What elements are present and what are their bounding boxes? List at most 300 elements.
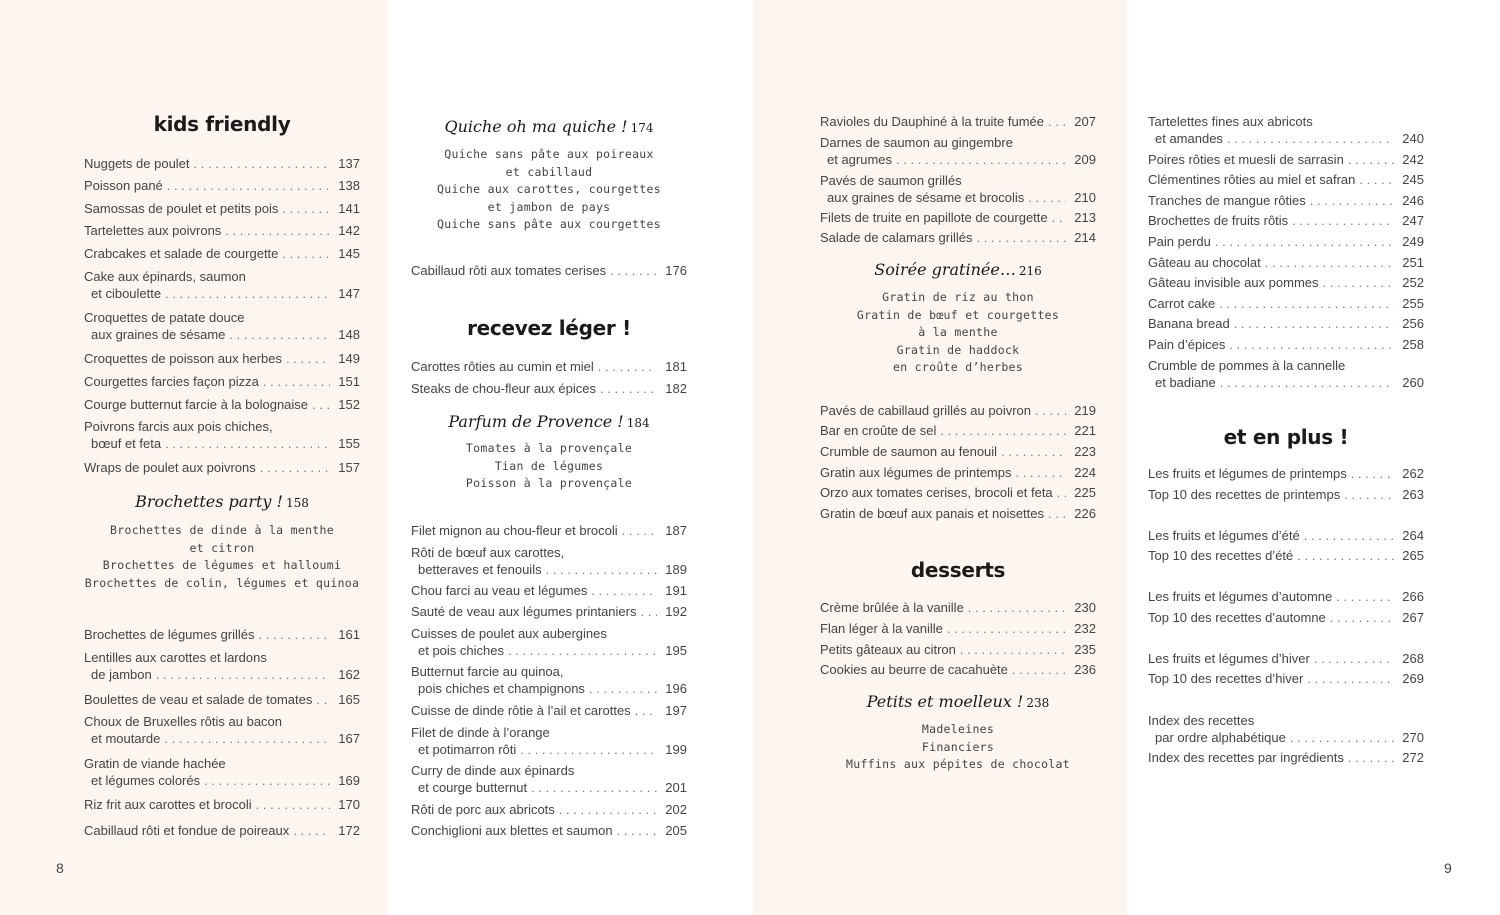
toc-entry[interactable]: [411, 358, 687, 375]
toc-entry-page-number: 148: [338, 327, 360, 342]
toc-entry[interactable]: [820, 402, 1096, 419]
toc-entry-page-number: 142: [338, 223, 360, 238]
toc-entry-title-line: Lentilles aux carottes et lardons: [84, 650, 267, 665]
toc-entry-page-number: 137: [338, 156, 360, 171]
dot-leader: [617, 822, 657, 839]
feature-page-number: 184: [626, 416, 650, 430]
toc-entry[interactable]: [1148, 295, 1424, 312]
toc-entry-title: Filet mignon au chou-fleur et brocoli: [411, 523, 618, 538]
toc-entry[interactable]: [820, 484, 1096, 501]
toc-entry-title-line: Croquettes de patate douce: [84, 310, 245, 325]
toc-entry[interactable]: [820, 599, 1096, 616]
toc-entry[interactable]: [1148, 670, 1424, 687]
toc-entry-title: Crème brûlée à la vanille: [820, 600, 964, 615]
toc-entry-title: Courge butternut farcie à la bolognaise: [84, 397, 309, 412]
feature-recipe-list: [411, 440, 687, 493]
toc-entry-title: Les fruits et légumes de printemps: [1148, 466, 1347, 481]
dot-leader: [896, 151, 1066, 168]
dot-leader: [1057, 484, 1066, 501]
toc-entry[interactable]: [84, 626, 360, 643]
feature-page-number: 216: [1018, 264, 1042, 278]
toc-entry-page-number: 152: [338, 397, 360, 412]
toc-entry-page-number: 265: [1402, 548, 1424, 563]
toc-entry-page-number: 213: [1074, 210, 1096, 225]
dot-leader: [229, 326, 330, 343]
toc-entry-page-number: 235: [1074, 642, 1096, 657]
toc-entry[interactable]: [820, 422, 1096, 439]
toc-entry-title: Top 10 des recettes d’été: [1148, 548, 1294, 563]
toc-entry-page-number: 162: [338, 667, 360, 682]
toc-entry-page-number: 223: [1074, 444, 1096, 459]
dot-leader: [1323, 274, 1394, 291]
toc-entry[interactable]: [84, 268, 360, 302]
toc-entry-title: Les fruits et légumes d’été: [1148, 528, 1300, 543]
dot-leader: [1330, 609, 1394, 626]
toc-entry-title-line: Poivrons farcis aux pois chiches,: [84, 419, 273, 434]
toc-entry-title: Boulettes de veau et salade de tomates: [84, 692, 313, 707]
toc-entry-page-number: 170: [338, 797, 360, 812]
toc-entry-page-number: 242: [1402, 152, 1424, 167]
feature-title: Parfum de Provence !: [448, 412, 624, 431]
feature-subheading: [84, 492, 360, 511]
dot-leader: [531, 779, 657, 796]
dot-leader: [1314, 650, 1394, 667]
toc-entry-title-line: Pavés de saumon grillés: [820, 173, 962, 188]
dot-leader: [260, 459, 330, 476]
toc-entry-title: Poisson pané: [84, 178, 163, 193]
dot-leader: [312, 396, 330, 413]
toc-entry-title: Wraps de poulet aux poivrons: [84, 460, 256, 475]
toc-entry[interactable]: [411, 522, 687, 539]
toc-entry-title: bœuf et feta: [91, 436, 162, 451]
dot-leader: [1234, 315, 1394, 332]
dot-leader: [622, 522, 657, 539]
toc-entry[interactable]: [84, 373, 360, 390]
toc-entry-title: Gâteau au chocolat: [1148, 255, 1261, 270]
toc-entry-title: Les fruits et légumes d’hiver: [1148, 651, 1310, 666]
feature-page-number: 158: [285, 496, 309, 510]
toc-entry[interactable]: [1148, 233, 1424, 250]
dot-leader: [640, 603, 657, 620]
feature-recipe-list: [820, 289, 1096, 377]
toc-entry-page-number: 167: [338, 731, 360, 746]
toc-entry-title-line: Rôti de bœuf aux carottes,: [411, 545, 565, 560]
toc-entry-title: Les fruits et légumes d’automne: [1148, 589, 1333, 604]
toc-entry-page-number: 258: [1402, 337, 1424, 352]
toc-entry-title: Bar en croûte de sel: [820, 423, 937, 438]
toc-entry-page-number: 147: [338, 286, 360, 301]
toc-entry-title: et pois chiches: [418, 643, 504, 658]
toc-entry-title: et badiane: [1155, 375, 1216, 390]
toc-entry-title-line: Cuisses de poulet aux aubergines: [411, 626, 607, 641]
toc-entry-page-number: 165: [338, 692, 360, 707]
toc-entry-page-number: 219: [1074, 403, 1096, 418]
toc-entry-page-number: 138: [338, 178, 360, 193]
toc-entry[interactable]: [84, 177, 360, 194]
dot-leader: [1359, 171, 1394, 188]
dot-leader: [286, 350, 330, 367]
toc-entry-page-number: 240: [1402, 131, 1424, 146]
toc-entry[interactable]: [411, 822, 687, 839]
toc-entry[interactable]: [84, 691, 360, 708]
toc-entry-page-number: 256: [1402, 316, 1424, 331]
toc-entry-title: Crumble de saumon au fenouil: [820, 444, 998, 459]
dot-leader: [1227, 130, 1394, 147]
toc-entry[interactable]: [84, 822, 360, 839]
dot-leader: [1001, 443, 1066, 460]
toc-entry-page-number: 246: [1402, 193, 1424, 208]
toc-entry-page-number: 270: [1402, 730, 1424, 745]
feature-recipe-line: et citron: [189, 540, 255, 555]
toc-entry-page-number: 245: [1402, 172, 1424, 187]
toc-entry[interactable]: [820, 229, 1096, 246]
dot-leader: [1336, 588, 1394, 605]
toc-entry-title-line: Filet de dinde à l’orange: [411, 725, 550, 740]
toc-entry[interactable]: [84, 459, 360, 476]
feature-recipe-line: Quiche sans pâte aux poireaux: [444, 147, 654, 161]
toc-entry-title: Pain d’épices: [1148, 337, 1226, 352]
feature-recipe-line: en croûte d’herbes: [892, 360, 1024, 374]
toc-entry-title: Cuisse de dinde rôtie à l’ail et carottes: [411, 703, 631, 718]
dot-leader: [1292, 212, 1394, 229]
dot-leader: [546, 561, 657, 578]
feature-recipe-line: Quiche aux carottes, courgettes: [437, 182, 661, 196]
toc-entry[interactable]: [1148, 254, 1424, 271]
feature-title: Brochettes party !: [135, 492, 283, 511]
toc-entry-title: et amandes: [1155, 131, 1223, 146]
dot-leader: [1052, 209, 1066, 226]
toc-entry[interactable]: [1148, 274, 1424, 291]
dot-leader: [167, 177, 330, 194]
toc-entry[interactable]: [820, 113, 1096, 130]
toc-entry[interactable]: [411, 582, 687, 599]
toc-entry-page-number: 267: [1402, 610, 1424, 625]
toc-entry-title: Nuggets de poulet: [84, 156, 190, 171]
toc-entry-title: et ciboulette: [91, 286, 162, 301]
dot-leader: [1048, 505, 1066, 522]
feature-recipe-line: Financiers: [921, 739, 995, 754]
page-number-right: 9: [1444, 860, 1452, 876]
toc-entry-title: et courge butternut: [418, 780, 528, 795]
toc-entry-page-number: 232: [1074, 621, 1096, 636]
dot-leader: [1215, 233, 1394, 250]
toc-entry-page-number: 182: [665, 381, 687, 396]
toc-entry-title: Carottes rôties au cumin et miel: [411, 359, 594, 374]
toc-entry-page-number: 199: [665, 742, 687, 757]
toc-entry[interactable]: [1148, 113, 1424, 147]
toc-entry-title: Riz frit aux carottes et brocoli: [84, 797, 252, 812]
toc-entry-title: Pain perdu: [1148, 234, 1211, 249]
toc-entry[interactable]: [820, 443, 1096, 460]
feature-recipe-list: [84, 522, 360, 592]
toc-entry-title: Ravioles du Dauphiné à la truite fumée: [820, 114, 1045, 129]
feature-recipe-line: à la menthe: [918, 325, 998, 339]
feature-title: Petits et moelleux !: [866, 692, 1024, 711]
toc-entry-page-number: 207: [1074, 114, 1096, 129]
toc-entry[interactable]: [820, 620, 1096, 637]
toc-entry-page-number: 205: [665, 823, 687, 838]
toc-entry[interactable]: [1148, 171, 1424, 188]
toc-entry[interactable]: [820, 661, 1096, 678]
dot-leader: [259, 626, 330, 643]
toc-entry[interactable]: [1148, 486, 1424, 503]
toc-entry-page-number: 255: [1402, 296, 1424, 311]
toc-entry[interactable]: [820, 172, 1096, 206]
toc-entry-page-number: 251: [1402, 255, 1424, 270]
toc-entry[interactable]: [1148, 547, 1424, 564]
dot-leader: [947, 620, 1066, 637]
toc-entry[interactable]: [84, 755, 360, 789]
toc-entry-title: Courgettes farcies façon pizza: [84, 374, 259, 389]
toc-entry[interactable]: [411, 544, 687, 578]
toc-entry-title-line: Choux de Bruxelles rôtis au bacon: [84, 714, 283, 729]
toc-entry-page-number: 161: [338, 627, 360, 642]
feature-recipe-line: Brochettes de colin, légumes et quinoa: [84, 575, 360, 590]
toc-entry-page-number: 210: [1074, 190, 1096, 205]
feature-recipe-list: [411, 146, 687, 234]
toc-entry-title: Gâteau invisible aux pommes: [1148, 275, 1319, 290]
feature-recipe-line: Tian de légumes: [494, 458, 604, 473]
dot-leader: [1028, 189, 1066, 206]
toc-entry[interactable]: [84, 396, 360, 413]
toc-entry-page-number: 181: [665, 359, 687, 374]
toc-entry-title: Brochettes de légumes grillés: [84, 627, 255, 642]
toc-entry[interactable]: [84, 309, 360, 343]
feature-recipe-list: [820, 721, 1096, 774]
feature-recipe-line: Quiche sans pâte aux courgettes: [437, 217, 661, 231]
toc-entry[interactable]: [84, 222, 360, 239]
feature-recipe-line: Gratin de haddock: [896, 342, 1020, 357]
toc-entry[interactable]: [820, 641, 1096, 658]
toc-entry[interactable]: [1148, 192, 1424, 209]
toc-entry-title-line: Tartelettes fines aux abricots: [1148, 114, 1313, 129]
feature-page-number: 174: [630, 121, 654, 135]
dot-leader: [1297, 547, 1394, 564]
toc-entry-title: Sauté de veau aux légumes printaniers: [411, 604, 637, 619]
dot-leader: [225, 222, 330, 239]
toc-entry-page-number: 264: [1402, 528, 1424, 543]
feature-recipe-line: Poisson à la provençale: [465, 476, 633, 490]
toc-entry[interactable]: [1148, 650, 1424, 667]
toc-entry[interactable]: [411, 625, 687, 659]
section-heading: et en plus !: [1223, 425, 1349, 449]
toc-entry[interactable]: [411, 262, 687, 279]
toc-entry[interactable]: [84, 200, 360, 217]
toc-entry-title: Croquettes de poisson aux herbes: [84, 351, 283, 366]
dot-leader: [316, 691, 330, 708]
toc-entry-page-number: 141: [338, 201, 360, 216]
toc-entry[interactable]: [1148, 588, 1424, 605]
section-heading: kids friendly: [153, 112, 291, 136]
toc-entry-title: pois chiches et champignons: [418, 681, 585, 696]
feature-title: Quiche oh ma quiche !: [444, 117, 628, 136]
toc-entry-title: Conchiglioni aux blettes et saumon: [411, 823, 613, 838]
toc-entry-title: Samossas de poulet et petits pois: [84, 201, 279, 216]
dot-leader: [1035, 402, 1066, 419]
dot-leader: [610, 262, 657, 279]
toc-entry[interactable]: [84, 245, 360, 262]
toc-entry[interactable]: [411, 603, 687, 620]
dot-leader: [293, 822, 330, 839]
toc-entry[interactable]: [1148, 749, 1424, 766]
toc-entry-title: Petits gâteaux au citron: [820, 642, 956, 657]
toc-entry-page-number: 201: [665, 780, 687, 795]
feature-recipe-line: Madeleines: [921, 722, 995, 736]
feature-title: Soirée gratinée…: [874, 260, 1016, 279]
toc-entry-page-number: 155: [338, 436, 360, 451]
toc-entry-title: et légumes colorés: [91, 773, 201, 788]
dot-leader: [282, 200, 330, 217]
toc-entry-page-number: 260: [1402, 375, 1424, 390]
toc-entry[interactable]: [1148, 527, 1424, 544]
toc-entry[interactable]: [1148, 712, 1424, 746]
dot-leader: [1265, 254, 1394, 271]
dot-leader: [508, 642, 657, 659]
dot-leader: [204, 772, 330, 789]
toc-entry-page-number: 272: [1402, 750, 1424, 765]
toc-entry-page-number: 172: [338, 823, 360, 838]
toc-entry[interactable]: [411, 801, 687, 818]
toc-entry[interactable]: [1148, 336, 1424, 353]
toc-entry-title: Top 10 des recettes d’hiver: [1148, 671, 1304, 686]
toc-entry[interactable]: [411, 380, 687, 397]
toc-entry[interactable]: [1148, 357, 1424, 391]
toc-entry-title: Clémentines rôties au miel et safran: [1148, 172, 1356, 187]
dot-leader: [968, 599, 1066, 616]
toc-entry[interactable]: [84, 418, 360, 452]
dot-leader: [1348, 749, 1394, 766]
toc-entry-title: Top 10 des recettes de printemps: [1148, 487, 1341, 502]
toc-entry-title-line: Darnes de saumon au gingembre: [820, 135, 1013, 150]
dot-leader: [520, 741, 657, 758]
toc-entry-title: et agrumes: [827, 152, 893, 167]
toc-entry-title: et moutarde: [91, 731, 161, 746]
toc-entry-page-number: 157: [338, 460, 360, 475]
dot-leader: [165, 285, 330, 302]
feature-recipe-line: Gratin de bœuf et courgettes: [856, 307, 1060, 322]
toc-entry-title: Banana bread: [1148, 316, 1230, 331]
toc-entry-title: Poires rôties et muesli de sarrasin: [1148, 152, 1344, 167]
dot-leader: [194, 155, 330, 172]
toc-entry[interactable]: [411, 663, 687, 697]
toc-entry-title: Flan léger à la vanille: [820, 621, 943, 636]
toc-entry-page-number: 268: [1402, 651, 1424, 666]
toc-entry-page-number: 262: [1402, 466, 1424, 481]
toc-entry[interactable]: [1148, 212, 1424, 229]
toc-entry-title-line: Crumble de pommes à la cannelle: [1148, 358, 1346, 373]
toc-entry-title: aux graines de sésame et brocolis: [827, 190, 1025, 205]
dot-leader: [1015, 464, 1066, 481]
toc-entry-page-number: 214: [1074, 230, 1096, 245]
dot-leader: [1219, 295, 1394, 312]
dot-leader: [1012, 661, 1066, 678]
toc-entry-page-number: 224: [1074, 465, 1096, 480]
toc-entry-page-number: 230: [1074, 600, 1096, 615]
toc-entry[interactable]: [820, 134, 1096, 168]
toc-entry[interactable]: [820, 464, 1096, 481]
toc-entry[interactable]: [1148, 151, 1424, 168]
dot-leader: [976, 229, 1066, 246]
dot-leader: [559, 801, 657, 818]
toc-entry-title-line: Index des recettes: [1148, 713, 1255, 728]
toc-entry-title: Cookies au beurre de cacahuète: [820, 662, 1008, 677]
toc-entry[interactable]: [84, 796, 360, 813]
toc-entry-page-number: 247: [1402, 213, 1424, 228]
toc-entry-page-number: 196: [665, 681, 687, 696]
toc-entry-title: Rôti de porc aux abricots: [411, 802, 555, 817]
dot-leader: [591, 582, 657, 599]
toc-entry[interactable]: [84, 155, 360, 172]
toc-entry-title: Tranches de mangue rôties: [1148, 193, 1306, 208]
section-heading: desserts: [910, 558, 1006, 582]
toc-entry-page-number: 269: [1402, 671, 1424, 686]
toc-entry[interactable]: [1148, 609, 1424, 626]
dot-leader: [256, 796, 330, 813]
feature-recipe-line: Gratin de riz au thon: [882, 290, 1034, 304]
toc-entry-page-number: 176: [665, 263, 687, 278]
toc-entry-page-number: 169: [338, 773, 360, 788]
feature-subheading: [820, 692, 1096, 711]
toc-entry-title: par ordre alphabétique: [1155, 730, 1286, 745]
section-heading: recevez léger !: [467, 316, 631, 340]
toc-entry[interactable]: [84, 350, 360, 367]
toc-entry[interactable]: [411, 702, 687, 719]
toc-entry-title: Top 10 des recettes d’automne: [1148, 610, 1326, 625]
dot-leader: [1348, 151, 1394, 168]
dot-leader: [165, 435, 330, 452]
toc-entry-page-number: 187: [665, 523, 687, 538]
feature-recipe-line: Muffins aux pépites de chocolat: [846, 757, 1070, 771]
feature-subheading: [820, 260, 1096, 279]
toc-entry[interactable]: [820, 505, 1096, 522]
toc-entry-title-line: Curry de dinde aux épinards: [411, 763, 575, 778]
toc-entry-title: aux graines de sésame: [91, 327, 226, 342]
dot-leader: [282, 245, 330, 262]
toc-entry-title: Orzo aux tomates cerises, brocoli et feta: [820, 485, 1053, 500]
toc-entry[interactable]: [84, 649, 360, 683]
toc-entry[interactable]: [411, 762, 687, 796]
toc-entry-page-number: 191: [665, 583, 687, 598]
dot-leader: [940, 422, 1066, 439]
feature-recipe-line: Brochettes de légumes et halloumi: [102, 558, 342, 572]
toc-entry[interactable]: [1148, 315, 1424, 332]
toc-entry-page-number: 236: [1074, 662, 1096, 677]
toc-entry-title: Brochettes de fruits rôtis: [1148, 213, 1289, 228]
toc-entry-title-line: Cake aux épinards, saumon: [84, 269, 246, 284]
toc-entry-title: et potimarron rôti: [418, 742, 517, 757]
dot-leader: [1310, 192, 1394, 209]
toc-entry-title: Carrot cake: [1148, 296, 1216, 311]
feature-subheading: [411, 412, 687, 431]
dot-leader: [263, 373, 330, 390]
toc-entry-title: Pavés de cabillaud grillés au poivron: [820, 403, 1032, 418]
toc-entry-title: Cabillaud rôti aux tomates cerises: [411, 263, 607, 278]
dot-leader: [960, 641, 1066, 658]
feature-recipe-line: Brochettes de dinde à la menthe: [110, 523, 334, 537]
toc-entry[interactable]: [411, 724, 687, 758]
dot-leader: [1220, 374, 1394, 391]
toc-entry-page-number: 202: [665, 802, 687, 817]
dot-leader: [1048, 113, 1066, 130]
toc-entry-page-number: 221: [1074, 423, 1096, 438]
feature-recipe-line: et cabillaud: [505, 164, 593, 179]
toc-entry-title: de jambon: [91, 667, 152, 682]
toc-entry[interactable]: [1148, 465, 1424, 482]
toc-entry-title: betteraves et fenouils: [418, 562, 542, 577]
toc-entry[interactable]: [820, 209, 1096, 226]
toc-entry-title: Index des recettes par ingrédients: [1148, 750, 1344, 765]
toc-entry[interactable]: [84, 713, 360, 747]
